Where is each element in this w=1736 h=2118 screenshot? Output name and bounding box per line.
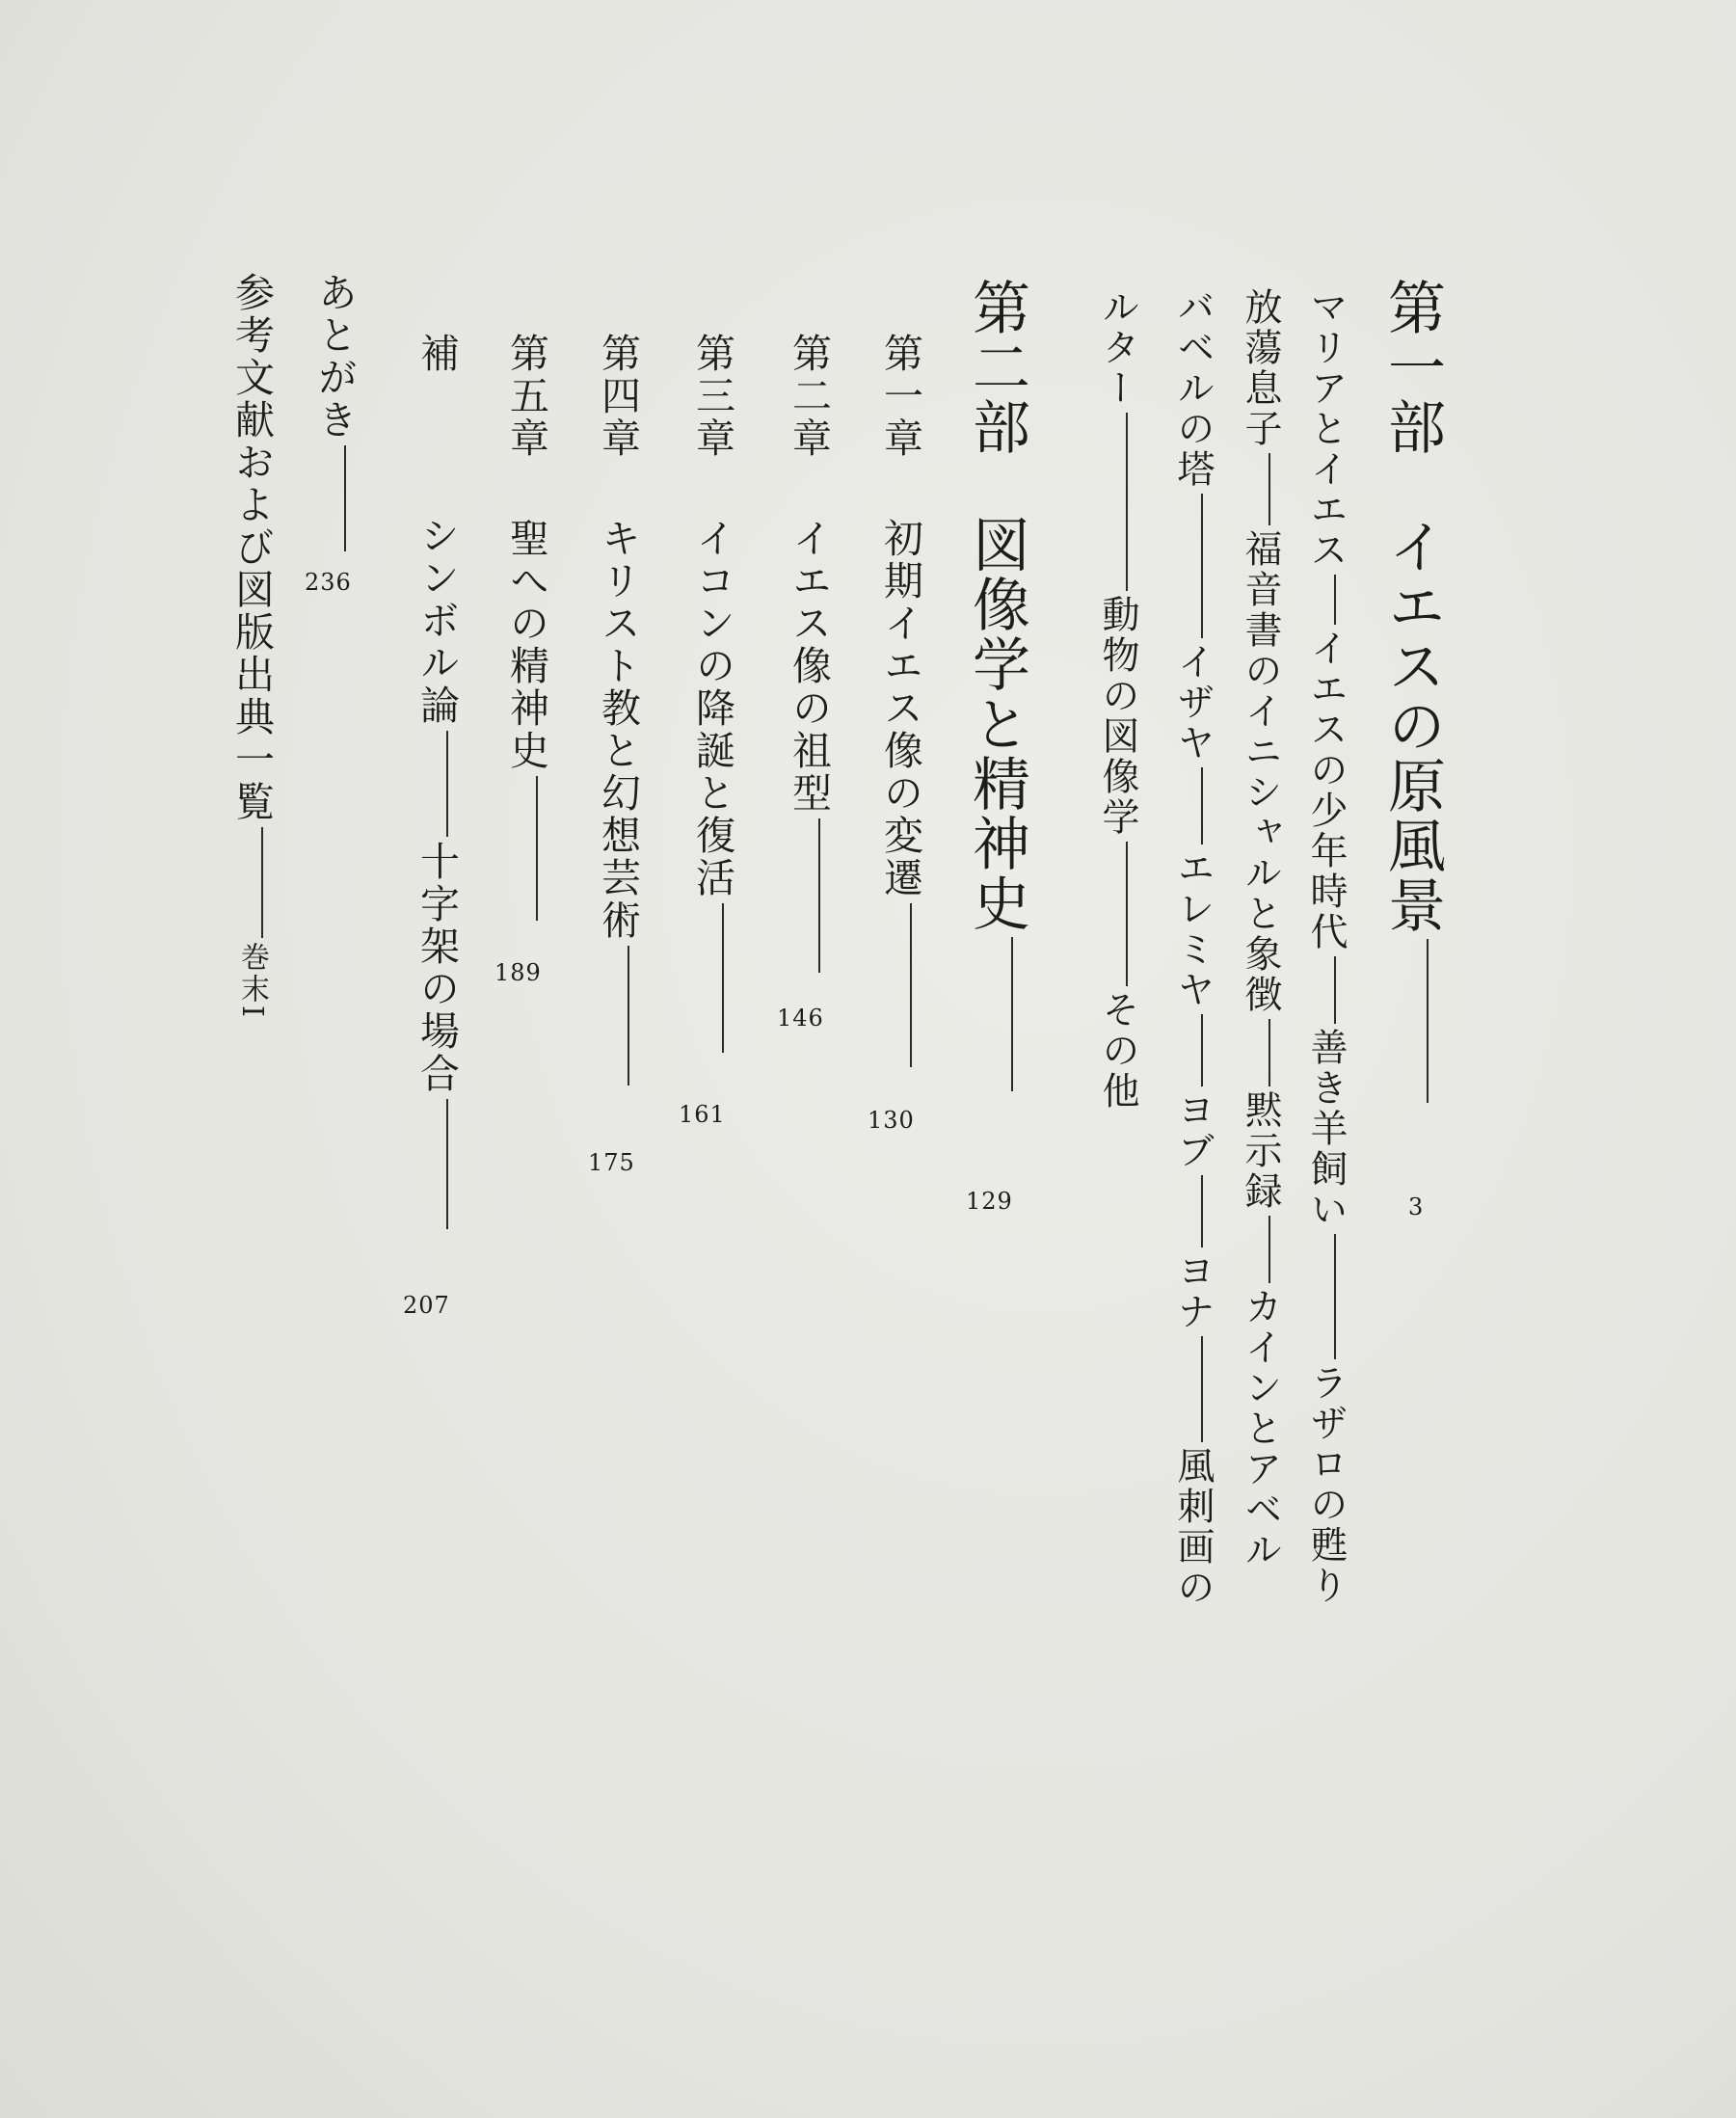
- chapter-title: イエス像の祖型: [786, 518, 832, 815]
- chapter-2-page: 146: [777, 1005, 824, 1032]
- chapter-supplement-page: 207: [403, 1292, 450, 1319]
- part2-title: 図像学と精神史: [963, 515, 1030, 933]
- chapter-title: イコンの降誕と復活: [689, 518, 735, 899]
- part1-title: 第一部 イエスの原風景: [1378, 278, 1446, 935]
- chapter-3-page: 161: [679, 1101, 726, 1128]
- chapter-4-page: 175: [588, 1149, 635, 1176]
- leader-line: [1427, 939, 1429, 1103]
- chapter-title: キリスト教と幻想芸術: [595, 518, 641, 942]
- chapter-4: [595, 333, 641, 1089]
- afterword-page: 236: [305, 569, 352, 596]
- chapter-label: 第五章: [503, 333, 549, 460]
- chapter-subtitle: 十字架の場合: [414, 841, 460, 1095]
- chapter-5-page: 189: [494, 959, 542, 986]
- references-label: 参考文献および図版出典一覧: [228, 272, 275, 823]
- chapter-label: 補: [414, 333, 460, 375]
- chapter-title: シンボル論: [414, 515, 460, 727]
- leader-line: [1011, 937, 1013, 1091]
- part1-line-3: バベルの塔イザヤエレミヤヨブヨナ風刺画の: [1171, 287, 1215, 1608]
- chapter-1-page: 130: [868, 1107, 915, 1134]
- chapter-title: 初期イエス像の変遷: [877, 518, 923, 899]
- chapter-label: 第一章: [877, 333, 923, 460]
- part1-line-2: 放蕩息子福音書のイニシャルと象徴黙示録カインとアベル: [1239, 287, 1282, 1570]
- part1-heading: [1378, 278, 1446, 1107]
- part2-heading: [963, 278, 1030, 1095]
- references-page: 巻末I: [235, 942, 269, 1020]
- part2-page: 129: [966, 1188, 1013, 1215]
- afterword-label: あとがき: [311, 272, 358, 442]
- part1-line-1: マリアとイエスイエスの少年時代善き羊飼いラザロの甦り: [1304, 287, 1348, 1606]
- chapter-supplement: [414, 333, 460, 1233]
- chapter-3: [689, 333, 735, 1057]
- afterword: [311, 272, 358, 555]
- references: [228, 272, 275, 1020]
- chapter-2: [786, 333, 832, 977]
- chapter-label: 第三章: [689, 333, 735, 460]
- part2-label: 第二部: [963, 278, 1030, 457]
- chapter-title: 聖への精神史: [503, 518, 549, 772]
- chapter-label: 第二章: [786, 333, 832, 460]
- chapter-1: [877, 333, 923, 1071]
- part1-line-4: ルター動物の図像学その他: [1096, 287, 1139, 1112]
- chapter-5: [503, 333, 549, 925]
- chapter-label: 第四章: [595, 333, 641, 460]
- part1-page: 3: [1408, 1193, 1425, 1220]
